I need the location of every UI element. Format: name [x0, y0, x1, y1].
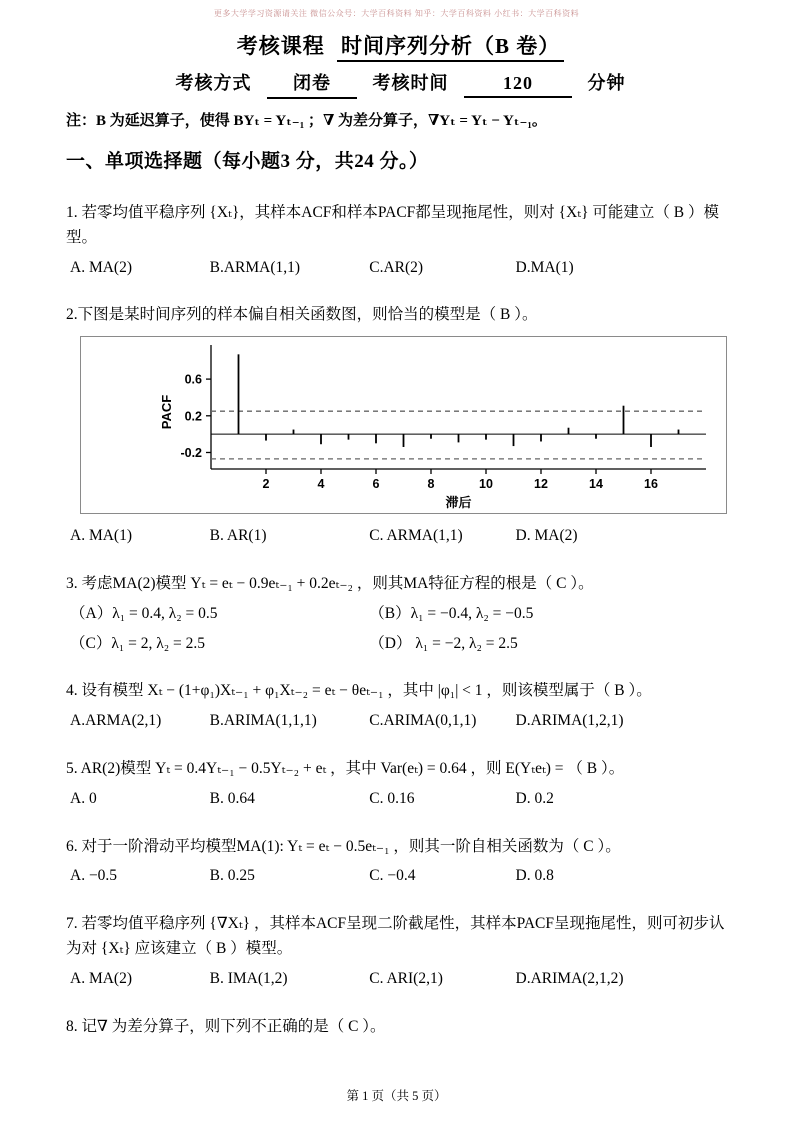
- answer-option: D.ARIMA(2,1,2): [515, 969, 624, 987]
- operator-note: 注：B 为延迟算子，使得 BYₜ = Yₜ₋₁ ；∇ 为差分算子，∇Yₜ = Yₜ − Yₜ₋₁。: [66, 113, 547, 129]
- question-7-text: 7. 若零均值平稳序列 {∇Xₜ} ，其样本ACF呈现二阶截尾性，其样本PACF呈现拖尾性，则可初步认为对 {Xₜ} 应该建立（ B ）模型。: [66, 915, 725, 957]
- answer-option: D. 0.2: [515, 789, 554, 807]
- answer-option: B. 0.25: [209, 867, 255, 885]
- answer-option: C. −0.4: [369, 867, 416, 885]
- time-unit: 分钟: [587, 73, 626, 93]
- svg-text:16: 16: [644, 477, 658, 492]
- answer-option: D.ARIMA(1,2,1): [515, 712, 624, 730]
- answer-option: C. 0.16: [369, 789, 415, 807]
- question-5-options-row: [66, 787, 735, 812]
- svg-text:滞后: 滞后: [445, 495, 472, 511]
- question-5: [66, 757, 735, 812]
- answer-option: （A）λ₁ = 0.4, λ₂ = 0.5: [70, 604, 218, 622]
- time-label: 考核时间: [372, 73, 449, 93]
- svg-text:8: 8: [427, 477, 435, 492]
- answer-option: B.ARMA(1,1): [209, 258, 301, 276]
- svg-text:2: 2: [262, 477, 270, 492]
- course-label: 考核课程: [236, 34, 325, 58]
- answer-option: B. IMA(1,2): [209, 969, 288, 987]
- answer-option: A. 0: [70, 789, 97, 807]
- question-3-options-row: [66, 632, 735, 657]
- answer-option: （D） λ₁ = −2, λ₂ = 2.5: [369, 634, 518, 652]
- answer-option: B.ARIMA(1,1,1): [209, 712, 317, 730]
- answer-option: A. MA(2): [70, 258, 132, 276]
- svg-text:0.6: 0.6: [184, 372, 202, 387]
- question-2-options-row: [66, 524, 735, 549]
- question-6-options-row: [66, 864, 735, 889]
- question-4-text: 4. 设有模型 Xₜ − (1+φ₁)Xₜ₋₁ + φ₁Xₜ₋₂ = eₜ − θeₜ₋₁ ，其中 |φ₁| < 1 ，则该模型属于（ B ）。: [66, 682, 652, 700]
- question-8: [66, 1015, 735, 1040]
- pacf-chart: [80, 336, 727, 514]
- answer-option: C. ARI(2,1): [369, 969, 443, 987]
- answer-option: A.ARMA(2,1): [70, 712, 162, 730]
- question-8-text: 8. 记∇ 为差分算子，则下列不正确的是（ C ）。: [66, 1017, 386, 1035]
- question-7: [66, 912, 735, 991]
- section-title: 一、单项选择题（每小题3 分，共24 分。）: [66, 151, 429, 172]
- answer-option: B. 0.64: [209, 789, 255, 807]
- question-7-options-row: [66, 967, 735, 992]
- answer-option: （B）λ₁ = −0.4, λ₂ = −0.5: [369, 604, 534, 622]
- question-1: [66, 201, 735, 280]
- question-5-text: 5. AR(2)模型 Yₜ = 0.4Yₜ₋₁ − 0.5Yₜ₋₂ + eₜ ，其中 Var(eₜ) = 0.64 ，则 E(Yₜeₜ) = （ B ）。: [66, 759, 625, 777]
- svg-text:4: 4: [317, 477, 325, 492]
- answer-option: A. MA(1): [70, 527, 132, 545]
- question-1-options-row: [66, 256, 735, 281]
- question-1-text: 1. 若零均值平稳序列 {Xₜ}，其样本ACF和样本PACF都呈现拖尾性，则对 {Xₜ} 可能建立（ B ）模型。: [66, 204, 720, 246]
- svg-text:12: 12: [534, 477, 548, 492]
- question-3: [66, 572, 735, 656]
- svg-text:10: 10: [479, 477, 493, 492]
- answer-option: A. MA(2): [70, 969, 132, 987]
- question-2-text: 2.下图是某时间序列的样本偏自相关函数图，则恰当的模型是（ B ）。: [66, 306, 538, 324]
- page-number: 第 1 页（共 5 页）: [346, 1089, 447, 1103]
- svg-text:PACF: PACF: [159, 394, 174, 430]
- answer-option: D. MA(2): [515, 527, 578, 545]
- question-3-text: 3. 考虑MA(2)模型 Yₜ = eₜ − 0.9eₜ₋₁ + 0.2eₜ₋₂ ，则其MA特征方程的根是（ C ）。: [66, 574, 594, 592]
- answer-option: D. 0.8: [515, 867, 554, 885]
- svg-text:14: 14: [589, 477, 603, 492]
- answer-option: C. ARMA(1,1): [369, 527, 463, 545]
- answer-option: C.ARIMA(0,1,1): [369, 712, 477, 730]
- questions-list: [66, 201, 735, 1039]
- answer-option: D.MA(1): [515, 258, 574, 276]
- time-value: 120: [464, 73, 572, 98]
- watermark-text: 更多大学学习资源请关注 微信公众号：大学百科资料 知乎：大学百科资料 小红书：大学百科资料: [213, 9, 580, 18]
- question-4: [66, 679, 735, 734]
- course-name: 时间序列分析（B 卷）: [337, 34, 564, 62]
- svg-text:-0.2: -0.2: [180, 446, 202, 461]
- method-value: 闭卷: [267, 69, 357, 99]
- question-3-options-row: [66, 602, 735, 627]
- exam-title: [66, 30, 735, 60]
- question-6: [66, 835, 735, 890]
- answer-option: A. −0.5: [70, 867, 118, 885]
- method-label: 考核方式: [175, 73, 252, 93]
- answer-option: B. AR(1): [209, 527, 267, 545]
- svg-text:6: 6: [372, 477, 380, 492]
- answer-option: （C）λ₁ = 2, λ₂ = 2.5: [70, 634, 206, 652]
- question-2: [66, 303, 735, 549]
- question-6-text: 6. 对于一阶滑动平均模型MA(1): Yₜ = eₜ − 0.5eₜ₋₁ ，则其一阶自相关函数为（ C ）。: [66, 837, 621, 855]
- answer-option: C.AR(2): [369, 258, 424, 276]
- svg-text:0.2: 0.2: [184, 409, 202, 424]
- exam-meta-line: [66, 69, 735, 99]
- question-4-options-row: [66, 709, 735, 734]
